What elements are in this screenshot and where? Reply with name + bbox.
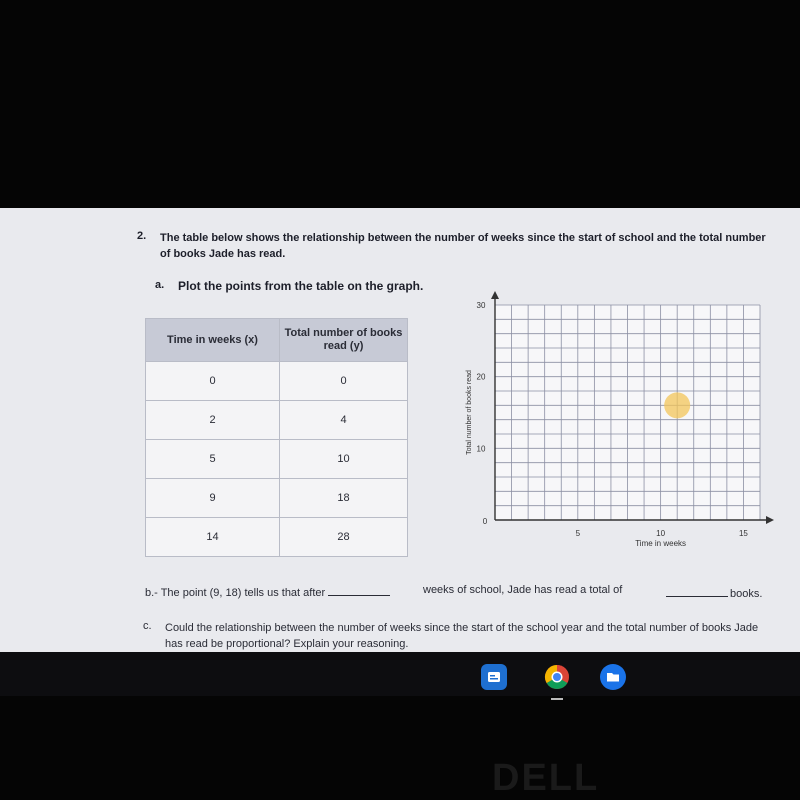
worksheet	[0, 208, 800, 652]
table-cell: 0	[280, 362, 408, 401]
active-indicator	[551, 698, 563, 700]
part-b	[145, 584, 390, 599]
dell-logo: DELL	[492, 757, 600, 799]
origin-label: 0	[482, 517, 488, 526]
books-blank[interactable]	[666, 596, 728, 597]
table-cell: 2	[146, 401, 280, 440]
x-tick-label: 5	[575, 529, 581, 538]
y-axis-label: Total number of books read	[466, 370, 473, 455]
question-text: The table below shows the relationship between the number of weeks since the start of school and the total number of books Jade has read.	[160, 232, 766, 260]
table-row	[146, 479, 408, 518]
files-icon[interactable]	[600, 664, 626, 690]
table-cell: 4	[280, 401, 408, 440]
table-row	[146, 401, 408, 440]
table-cell: 28	[280, 518, 408, 557]
part-c-letter: c.	[143, 620, 152, 632]
header-books: Total number of books read (y)	[280, 319, 408, 362]
x-tick-label: 10	[656, 529, 666, 538]
table-cell: 5	[146, 440, 280, 479]
chrome-icon[interactable]	[544, 664, 570, 690]
y-axis-arrow	[491, 291, 499, 299]
table-cell: 9	[146, 479, 280, 518]
cursor-highlight	[664, 392, 690, 418]
weeks-blank[interactable]	[328, 584, 390, 596]
table-row	[146, 362, 408, 401]
part-b-text-middle: weeks of school, Jade has read a total of	[423, 584, 623, 596]
question-number: 2.	[137, 230, 147, 242]
part-a-letter: a.	[155, 279, 165, 291]
table-cell: 18	[280, 479, 408, 518]
y-tick-label: 10	[476, 444, 486, 454]
part-b-text-end: books.	[730, 588, 763, 600]
table-row	[146, 440, 408, 479]
taskbar	[0, 652, 800, 696]
part-b-letter: b.-	[145, 587, 158, 599]
header-time: Time in weeks (x)	[146, 319, 280, 362]
x-axis-arrow	[766, 516, 774, 524]
table-row	[146, 518, 408, 557]
table-cell: 14	[146, 518, 280, 557]
part-c-text: Could the relationship between the number of weeks since the start of the school year and the total number of books Jade has read be proportional? Explain your reasoning.	[165, 622, 759, 650]
x-axis-label: Time in weeks	[635, 539, 687, 548]
y-tick-label: 30	[476, 301, 486, 310]
table-header-row	[146, 319, 408, 362]
app-launcher-icon[interactable]	[481, 664, 507, 690]
data-table	[145, 318, 408, 557]
part-a-instruction: Plot the points from the table on the graph.	[178, 279, 424, 293]
table-cell: 10	[280, 440, 408, 479]
coordinate-graph[interactable]	[455, 290, 775, 560]
part-b-text-before: The point (9, 18) tells us that after	[160, 587, 326, 599]
x-tick-label: 15	[738, 529, 748, 538]
table-cell: 0	[146, 362, 280, 401]
y-tick-label: 20	[476, 372, 486, 382]
